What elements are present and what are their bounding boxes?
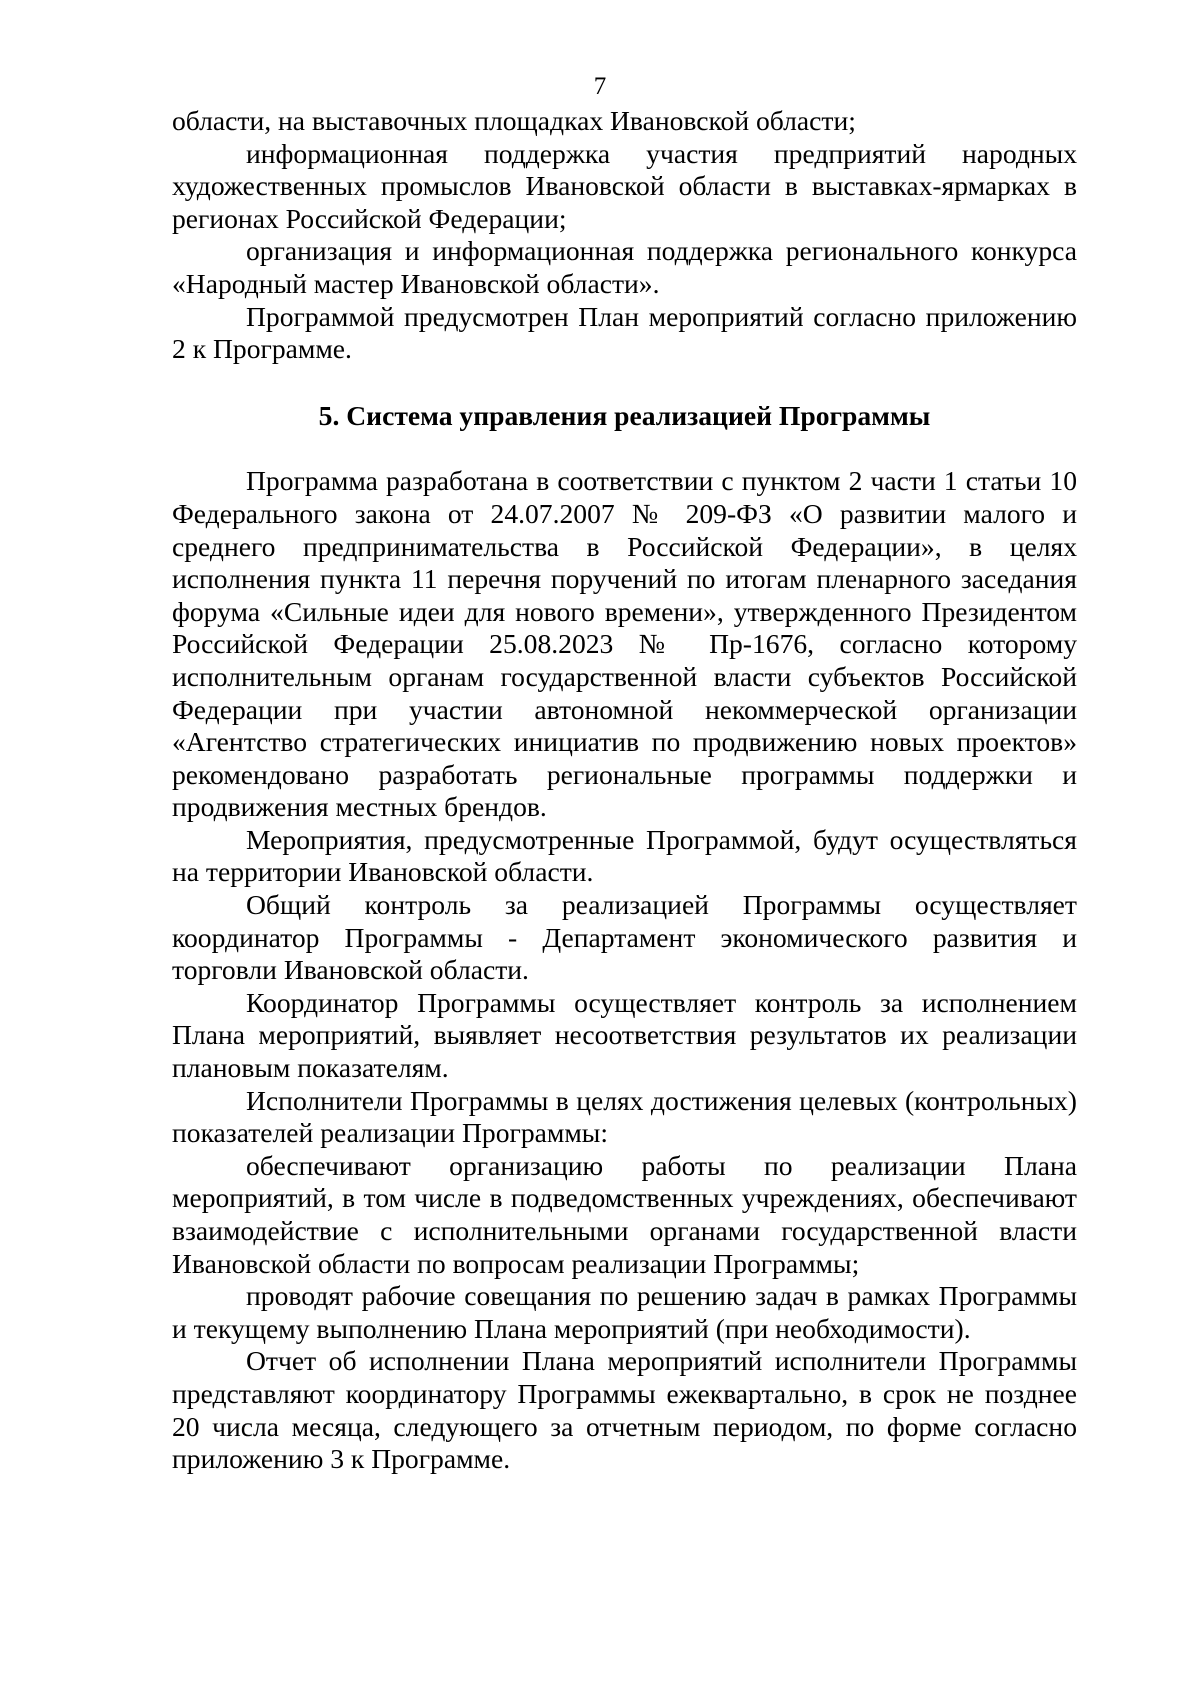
- paragraph-executors-meetings: проводят рабочие совещания по решению задач в рамках Программы и текущему выполнению Плана мероприятий (при необходимости).: [172, 1280, 1077, 1344]
- paragraph-coordinator-control: Координатор Программы осуществляет контроль за исполнением Плана мероприятий, выявляет несоответствия результатов их реализации плановым показателям.: [172, 986, 1077, 1084]
- paragraph-executors-organize: обеспечивают организацию работы по реализации Плана мероприятий, в том числе в подведомственных учреждениях, обеспечивают взаимодействие с исполнительными органами государственной власти Ивановской области по вопросам реализации Программы;: [172, 1149, 1077, 1279]
- paragraph-continuation: области, на выставочных площадках Ивановской области;: [172, 105, 856, 136]
- paragraph-master-contest: организация и информационная поддержка регионального конкурса «Народный мастер Ивановской области».: [172, 235, 1077, 299]
- paragraph-territory: Мероприятия, предусмотренные Программой, будут осуществляться на территории Ивановской области.: [172, 823, 1077, 888]
- page-number: 7: [593, 73, 607, 100]
- paragraph-info-support-fairs: информационная поддержка участия предприятий народных художественных промыслов Ивановской области в выставках-ярмарках в регионах Российской Федерации;: [172, 137, 1077, 234]
- paragraph-action-plan-reference: Программой предусмотрен План мероприятий согласно приложению 2 к Программе.: [172, 300, 1077, 365]
- paragraph-program-basis: Программа разработана в соответствии с пунктом 2 части 1 статьи 10 Федерального закона от 24.07.2007 № 209-ФЗ «О развитии малого и среднего предпринимательства в Российской Федерации», в целях исполнения пункта 11 перечня поручений по итогам пленарного заседания форума «Сильные идеи для нового времени», утвержденного Президентом Российской Федерации 25.08.2023 № Пр-1676, согласно которому исполнительным органам государственной власти субъектов Российской Федерации при участии автономной некоммерческой организации «Агентство стратегических инициатив по продвижению новых проектов» рекомендовано разработать региональные программы поддержки и продвижения местных брендов.: [172, 465, 1077, 823]
- section-heading: 5. Система управления реализацией Программы: [318, 399, 931, 431]
- paragraph-reporting: Отчет об исполнении Плана мероприятий исполнители Программы представляют координатору Программы ежеквартально, в срок не позднее 20 числа месяца, следующего за отчетным периодом, по форме согласно приложению 3 к Программе.: [172, 1345, 1077, 1475]
- paragraph-general-control: Общий контроль за реализацией Программы осуществляет координатор Программы - Департамент экономического развития и торговли Ивановской области.: [172, 889, 1077, 986]
- paragraph-executors-intro: Исполнители Программы в целях достижения целевых (контрольных) показателей реализации Программы:: [172, 1084, 1077, 1149]
- document-body: [172, 105, 1077, 1476]
